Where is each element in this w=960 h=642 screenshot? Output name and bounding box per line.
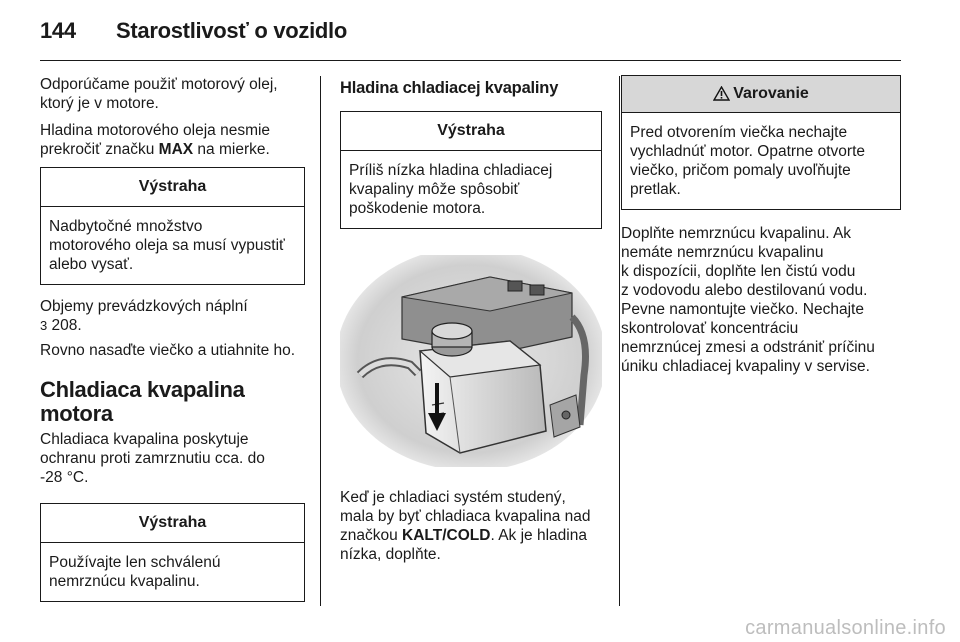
oil-level-text — [40, 121, 305, 159]
subsection-heading-coolant-level: Hladina chladiacej kvapaliny — [340, 79, 559, 97]
warning-box-body: Príliš nízka hladina chladiacej kvapaliny môže spôsobiť poškodenie motora. — [349, 162, 553, 217]
warning-box-title: Výstraha — [41, 504, 304, 543]
warning-box-coolant — [40, 503, 305, 602]
warning-box-body: Nadbytočné množstvo motorového oleja sa musí vypustiť alebo vysať. — [49, 218, 285, 273]
page-number: 144 — [40, 18, 76, 43]
warning-box-body: Používajte len schválenú nemrznúcu kvapalinu. — [49, 554, 221, 590]
capacities-text: Objemy prevádzkových náplní — [40, 298, 248, 315]
danger-box-body: Pred otvorením viečka nechajte vychladnúť motor. Opatrne otvorte viečko, pričom pomaly uvoľňujte pretlak. — [630, 124, 865, 198]
cap-instruction-text: Rovno nasaďte viečko a utiahnite ho. — [40, 342, 296, 359]
watermark: carmanualsonline.info — [745, 617, 946, 639]
coolant-level-text-start: Keď je chladiaci systém studený, mala by byť chladiaca kvapalina nad značkou — [340, 489, 591, 544]
max-mark: MAX — [158, 141, 194, 158]
coolant-refill-text: Doplňte nemrznúcu kvapalinu. Ak nemáte nemrznúcu kvapalinu k dispozícii, doplňte len čistú vodu z vodovodu alebo destilovanú vodu. Pevne namontujte viečko. Nechajte skontrolovať koncentráciu nemrznúcej zmesi a odstrániť príčinu úniku chladiacej kvapaliny v servise. — [621, 225, 875, 375]
oil-recommendation-text: Odporúčame použiť motorový olej, ktorý je v motore. — [40, 76, 278, 112]
column-middle — [340, 75, 602, 572]
coolant-protection-text: Chladiaca kvapalina poskytuje ochranu proti zamrznutiu cca. do -28 °C. — [40, 431, 265, 486]
column-right — [621, 75, 901, 384]
oil-level-text-end: na mierke. — [193, 141, 270, 158]
danger-box-label: Varovanie — [733, 85, 809, 102]
reference-page[interactable]: 208. — [47, 317, 82, 334]
warning-box-title: Výstraha — [41, 168, 304, 207]
column-divider-left — [320, 76, 321, 606]
page-header — [40, 18, 347, 44]
kalt-cold-mark: KALT/COLD — [402, 527, 491, 544]
cross-reference-icon[interactable]: 3 — [40, 318, 48, 333]
column-divider-right — [619, 76, 620, 606]
coolant-reservoir-illustration — [340, 255, 602, 467]
warning-box-title: Výstraha — [341, 112, 601, 151]
header-divider — [40, 60, 901, 61]
section-heading-coolant: Chladiaca kvapalina motora — [40, 377, 245, 426]
chapter-title: Starostlivosť o vozidlo — [116, 18, 348, 43]
oil-level-text-start: Hladina motorového oleja nesmie prekročiť značku — [40, 122, 271, 158]
coolant-level-text — [340, 488, 602, 564]
warning-box-coolant-level — [340, 111, 602, 229]
danger-box — [621, 75, 901, 210]
danger-box-title — [622, 76, 900, 113]
column-left — [40, 75, 305, 614]
coolant-level-text-end: . Ak je hladina nízka, doplňte. — [340, 527, 587, 563]
warning-triangle-icon — [713, 86, 730, 101]
capacities-reference — [40, 297, 305, 335]
warning-box-oil — [40, 167, 305, 285]
